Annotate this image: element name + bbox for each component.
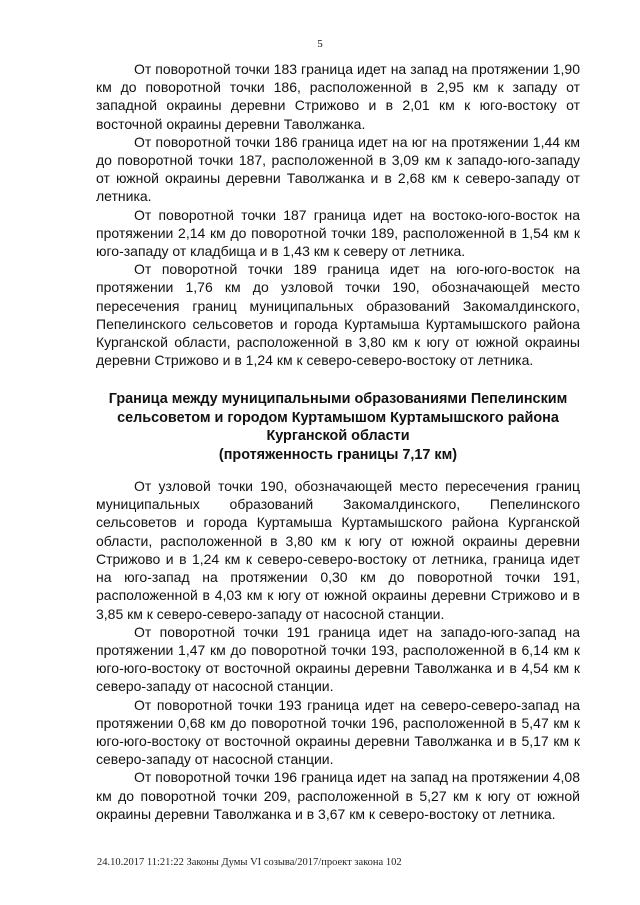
paragraph: От поворотной точки 196 граница идет на запад на протяжении 4,08 км до поворотной точки 209, расположенной в 5,27 км к югу от южной окраины деревни Таволжанка и в 3,67 км к северо-востоку от летника. xyxy=(96,769,580,822)
heading-line: Граница между муниципальными образованиями Пепелинским xyxy=(108,391,568,408)
section-turning-points-1 xyxy=(96,60,580,369)
paragraph: От поворотной точки 186 граница идет на юг на протяжении 1,44 км до поворотной точки 187, расположенной в 3,09 км к западо-юго-западу от южной окраины деревни Таволжанка и в 2,68 км к северо-западу от летника. xyxy=(96,133,580,205)
paragraph: От поворотной точки 187 граница идет на востоко-юго-восток на протяжении 2,14 км до поворотной точки 189, расположенной в 1,54 км к юго-западу от кладбища и в 1,43 км к северу от летника. xyxy=(96,206,580,260)
paragraph: От поворотной точки 183 граница идет на запад на протяжении 1,90 км до поворотной точки 186, расположенной в 2,95 км к западу от западной окраины деревни Стрижово и в 2,01 км к юго-востоку от восточной окраины деревни Таволжанка. xyxy=(96,61,580,132)
paragraph: От поворотной точки 193 граница идет на северо-северо-запад на протяжении 0,68 км до поворотной точки 196, расположенной в 5,47 км к юго-юго-востоку от восточной окраины деревни Таволжанка и в 5,17 км к северо-западу от насосной станции. xyxy=(96,696,580,768)
section-heading xyxy=(96,390,580,464)
heading-line: сельсоветом и городом Куртамышом Куртамышского района xyxy=(117,409,559,426)
document-body xyxy=(96,60,580,823)
section-turning-points-2 xyxy=(96,477,580,823)
paragraph: От поворотной точки 189 граница идет на юго-юго-восток на протяжении 1,76 км до узловой точки 190, обозначающей место пересечения границ муниципальных образований Закомалдинского, Пепелинского сельсоветов и города Куртамыша Куртамышского района Курганской области, расположенной в 3,80 км к югу от южной окраины деревни Стрижово и в 1,24 км к северо-северо-востоку от летника. xyxy=(96,261,580,369)
page-number: 5 xyxy=(317,38,323,50)
paragraph: От поворотной точки 191 граница идет на западо-юго-запад на протяжении 1,47 км до поворотной точки 193, расположенной в 6,14 км к юго-юго-востоку от восточной окраины деревни Таволжанка и в 4,54 км к северо-западу от насосной станции. xyxy=(96,623,580,695)
document-footer: 24.10.2017 11:21:22 Законы Думы VI созыва/2017/проект закона 102 xyxy=(97,857,402,868)
heading-line: (протяженность границы 7,17 км) xyxy=(218,446,458,463)
heading-line: Курганской области xyxy=(266,428,410,445)
paragraph: От узловой точки 190, обозначающей место пересечения границ муниципальных образований Закомалдинского, Пепелинского сельсоветов и города Куртамыша Куртамышского района Курганской области, расположенной в 3,80 км к югу от южной окраины деревни Стрижово и в 1,24 км к северо-северо-востоку от летника, граница идет на юго-запад на протяжении 0,30 км до поворотной точки 191, расположенной в 4,03 км к югу от южной окраины деревни Стрижово и в 3,85 км к северо-северо-западу от насосной станции. xyxy=(96,478,580,622)
